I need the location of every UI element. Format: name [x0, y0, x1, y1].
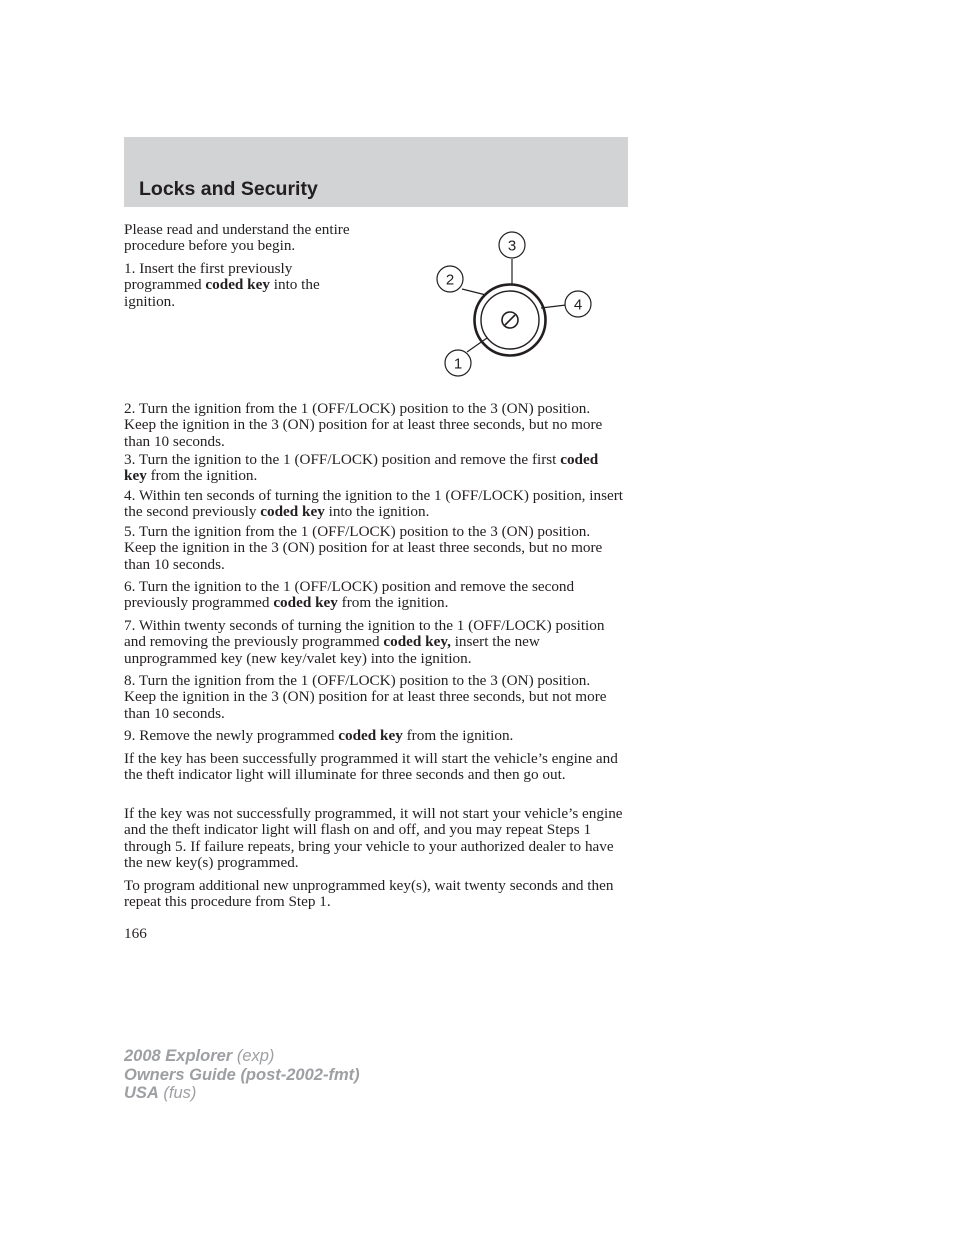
step-3: 3. Turn the ignition to the 1 (OFF/LOCK) position and remove the first coded key from the ignition.: [124, 451, 599, 485]
step-9: 9. Remove the newly programmed coded key from the ignition.: [124, 727, 514, 744]
note-success: If the key has been successfully programmed it will start the vehicle’s engine and the theft indicator light will illuminate for three seconds and then go out.: [124, 750, 618, 784]
position-2-marker: [437, 266, 486, 295]
step-6: 6. Turn the ignition to the 1 (OFF/LOCK) position and remove the second previously programmed coded key from the ignition.: [124, 578, 575, 612]
note-failure: If the key was not successfully programmed, it will not start your vehicle’s engine and the theft indicator light will flash on and off, and you may repeat Steps 1 through 5. If failure repeats, bring your vehicle to your authorized dealer to have the new key(s) programmed.: [124, 805, 623, 872]
document-footer: [124, 1047, 360, 1103]
footer-line-3: USA (fus): [124, 1084, 197, 1102]
position-3-label: 3: [507, 237, 517, 255]
step-4: 4. Within ten seconds of turning the ignition to the 1 (OFF/LOCK) position, insert the second previously coded key into the ignition.: [124, 487, 623, 521]
step-8: 8. Turn the ignition from the 1 (OFF/LOCK) position to the 3 (ON) position. Keep the ignition in the 3 (ON) position for at least three seconds, but not more than 10 seconds.: [124, 672, 607, 722]
footer-line-1: 2008 Explorer (exp): [124, 1047, 275, 1065]
position-2-label: 2: [445, 271, 455, 289]
page-number: 166: [124, 925, 147, 942]
position-3-marker: [499, 232, 525, 284]
step-1: 1. Insert the first previously programmed coded key into the ignition.: [124, 260, 320, 310]
position-4-label: 4: [573, 296, 583, 314]
note-additional-keys: To program additional new unprogrammed key(s), wait twenty seconds and then repeat this procedure from Step 1.: [124, 877, 614, 911]
position-1-label: 1: [453, 355, 463, 373]
step-7: 7. Within twenty seconds of turning the ignition to the 1 (OFF/LOCK) position and removing the previously programmed coded key, insert the new unprogrammed key (new key/valet key) into the ignition.: [124, 617, 605, 667]
intro-paragraph: Please read and understand the entire procedure before you begin.: [124, 221, 350, 255]
position-1-marker: [445, 338, 487, 376]
section-header-band: [124, 137, 628, 207]
footer-line-2: Owners Guide (post-2002-fmt): [124, 1065, 360, 1084]
section-title: Locks and Security: [139, 178, 318, 200]
step-5: 5. Turn the ignition from the 1 (OFF/LOCK) position to the 3 (ON) position. Keep the ignition in the 3 (ON) position for at least three seconds, but no more than 10 seconds.: [124, 523, 603, 573]
position-4-marker: [541, 291, 591, 317]
step-2: 2. Turn the ignition from the 1 (OFF/LOCK) position to the 3 (ON) position. Keep the ignition in the 3 (ON) position for at least three seconds, but no more than 10 seconds.: [124, 400, 603, 450]
ignition-position-diagram: [430, 228, 600, 380]
